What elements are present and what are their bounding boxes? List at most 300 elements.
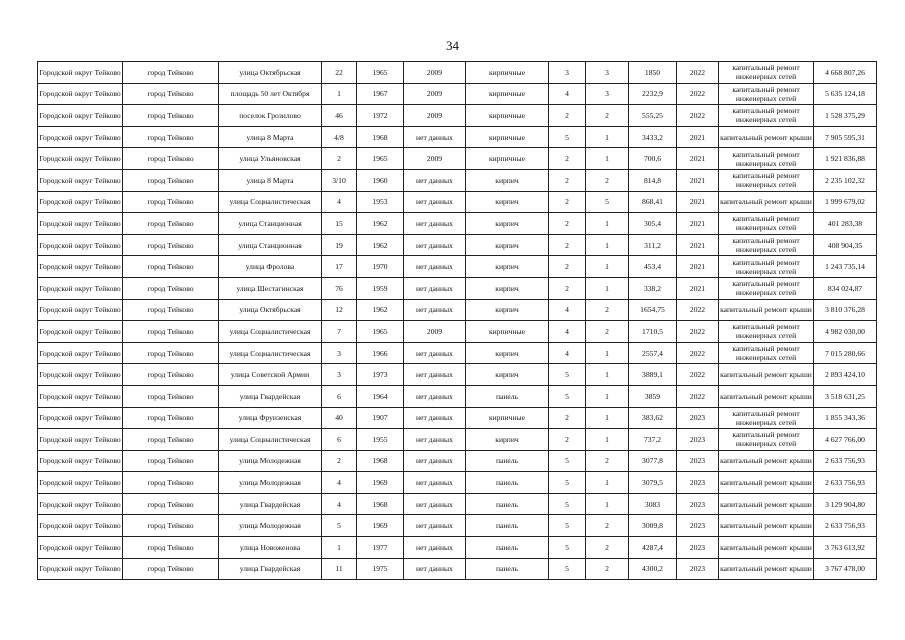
cell-privatization-year: нет данных [404,429,466,451]
cell-privatization-year: нет данных [404,558,466,580]
cell-wall-material: панель [466,385,549,407]
cell-privatization-year: нет данных [404,191,466,213]
cell-municipality: Городской округ Тейково [38,148,123,170]
cell-wall-material: панель [466,537,549,559]
cell-cost: 1 855 343,36 [814,407,877,429]
cell-area: 3433,2 [629,126,677,148]
cell-repair-type: капитальный ремонт инженерных сетей [719,277,814,299]
cell-floors: 2 [549,256,586,278]
table-row [38,191,877,213]
cell-house-number: 3 [322,342,357,364]
cell-floors: 2 [549,407,586,429]
cell-cost: 3 767 478,00 [814,558,877,580]
cell-house-number: 2 [322,148,357,170]
cell-wall-material: кирпич [466,342,549,364]
cell-entrances: 2 [586,169,629,191]
cell-repair-year: 2022 [677,342,719,364]
cell-cost: 3 129 904,80 [814,493,877,515]
cell-cost: 2 633 756,93 [814,450,877,472]
cell-wall-material: кирпич [466,277,549,299]
cell-floors: 5 [549,364,586,386]
cell-floors: 5 [549,558,586,580]
cell-build-year: 1969 [357,515,404,537]
cell-street: улица 8 Марта [219,126,322,148]
cell-settlement: город Тейково [123,148,219,170]
cell-cost: 1 528 375,29 [814,105,877,127]
cell-privatization-year: 2009 [404,83,466,105]
cell-wall-material: панель [466,472,549,494]
cell-house-number: 3 [322,364,357,386]
cell-cost: 5 635 124,18 [814,83,877,105]
cell-privatization-year: 2009 [404,105,466,127]
cell-area: 3889,1 [629,364,677,386]
cell-area: 338,2 [629,277,677,299]
cell-cost: 4 627 766,00 [814,429,877,451]
cell-floors: 5 [549,472,586,494]
table-row [38,169,877,191]
table-row [38,364,877,386]
cell-build-year: 1962 [357,234,404,256]
cell-house-number: 2 [322,450,357,472]
cell-house-number: 19 [322,234,357,256]
cell-house-number: 4/8 [322,126,357,148]
cell-repair-year: 2021 [677,256,719,278]
cell-cost: 401 283,38 [814,213,877,235]
table-row [38,342,877,364]
cell-repair-type: капитальный ремонт инженерных сетей [719,105,814,127]
cell-house-number: 22 [322,62,357,84]
cell-repair-type: капитальный ремонт крыши [719,126,814,148]
table-row [38,277,877,299]
cell-repair-year: 2022 [677,364,719,386]
cell-area: 2557,4 [629,342,677,364]
cell-cost: 2 235 102,32 [814,169,877,191]
cell-build-year: 1968 [357,493,404,515]
cell-street: улица Социалистическая [219,429,322,451]
cell-settlement: город Тейково [123,429,219,451]
cell-repair-year: 2023 [677,407,719,429]
cell-entrances: 3 [586,83,629,105]
cell-privatization-year: нет данных [404,472,466,494]
cell-house-number: 17 [322,256,357,278]
cell-entrances: 2 [586,299,629,321]
cell-repair-type: капитальный ремонт инженерных сетей [719,256,814,278]
cell-house-number: 1 [322,537,357,559]
cell-cost: 4 982 030,00 [814,321,877,343]
cell-repair-type: капитальный ремонт инженерных сетей [719,321,814,343]
cell-repair-year: 2021 [677,148,719,170]
cell-build-year: 1962 [357,213,404,235]
cell-repair-type: капитальный ремонт крыши [719,450,814,472]
cell-repair-type: капитальный ремонт крыши [719,364,814,386]
cell-house-number: 46 [322,105,357,127]
cell-build-year: 1977 [357,537,404,559]
cell-municipality: Городской округ Тейково [38,62,123,84]
cell-floors: 2 [549,234,586,256]
cell-settlement: город Тейково [123,493,219,515]
cell-street: улица Социалистическая [219,321,322,343]
cell-cost: 1 243 735,14 [814,256,877,278]
cell-wall-material: панель [466,515,549,537]
cell-house-number: 6 [322,385,357,407]
cell-repair-year: 2023 [677,537,719,559]
cell-street: улица Ульяновская [219,148,322,170]
cell-repair-year: 2022 [677,62,719,84]
cell-municipality: Городской округ Тейково [38,83,123,105]
cell-repair-type: капитальный ремонт инженерных сетей [719,62,814,84]
cell-settlement: город Тейково [123,385,219,407]
cell-cost: 1 999 679,02 [814,191,877,213]
cell-repair-type: капитальный ремонт инженерных сетей [719,234,814,256]
cell-municipality: Городской округ Тейково [38,105,123,127]
cell-house-number: 76 [322,277,357,299]
cell-privatization-year: нет данных [404,364,466,386]
cell-repair-year: 2021 [677,213,719,235]
cell-build-year: 1966 [357,342,404,364]
cell-settlement: город Тейково [123,472,219,494]
cell-cost: 3 518 631,25 [814,385,877,407]
cell-repair-type: капитальный ремонт крыши [719,385,814,407]
cell-house-number: 5 [322,515,357,537]
cell-street: улица Молодежная [219,450,322,472]
cell-area: 1710,5 [629,321,677,343]
cell-build-year: 1959 [357,277,404,299]
cell-repair-type: капитальный ремонт инженерных сетей [719,83,814,105]
cell-street: площадь 50 лет Октября [219,83,322,105]
cell-cost: 3 763 613,92 [814,537,877,559]
cell-entrances: 1 [586,126,629,148]
cell-municipality: Городской округ Тейково [38,321,123,343]
cell-municipality: Городской округ Тейково [38,169,123,191]
cell-entrances: 2 [586,537,629,559]
cell-floors: 2 [549,429,586,451]
cell-privatization-year: 2009 [404,321,466,343]
cell-entrances: 1 [586,407,629,429]
cell-repair-year: 2021 [677,191,719,213]
cell-settlement: город Тейково [123,191,219,213]
cell-entrances: 1 [586,429,629,451]
cell-area: 305,4 [629,213,677,235]
cell-entrances: 1 [586,213,629,235]
cell-privatization-year: нет данных [404,299,466,321]
table-row [38,126,877,148]
cell-area: 311,2 [629,234,677,256]
cell-street: улица Фрунзенская [219,407,322,429]
cell-area: 868,41 [629,191,677,213]
cell-street: улица Шестагинская [219,277,322,299]
cell-wall-material: кирпичные [466,148,549,170]
cell-floors: 4 [549,83,586,105]
cell-cost: 2 633 756,93 [814,515,877,537]
cell-settlement: город Тейково [123,537,219,559]
cell-entrances: 1 [586,234,629,256]
cell-cost: 2 893 424,10 [814,364,877,386]
cell-entrances: 1 [586,493,629,515]
cell-street: улица Станционная [219,234,322,256]
cell-municipality: Городской округ Тейково [38,299,123,321]
cell-entrances: 2 [586,321,629,343]
cell-floors: 5 [549,450,586,472]
cell-build-year: 1967 [357,83,404,105]
cell-privatization-year: нет данных [404,450,466,472]
cell-repair-year: 2021 [677,169,719,191]
cell-privatization-year: нет данных [404,515,466,537]
cell-municipality: Городской округ Тейково [38,277,123,299]
cell-settlement: город Тейково [123,342,219,364]
cell-floors: 2 [549,148,586,170]
cell-wall-material: кирпичные [466,83,549,105]
cell-cost: 3 810 376,28 [814,299,877,321]
table-row [38,429,877,451]
cell-area: 3009,8 [629,515,677,537]
cell-settlement: город Тейково [123,126,219,148]
cell-area: 3077,8 [629,450,677,472]
cell-area: 1850 [629,62,677,84]
cell-entrances: 1 [586,472,629,494]
cell-privatization-year: нет данных [404,407,466,429]
cell-municipality: Городской округ Тейково [38,256,123,278]
table-row [38,537,877,559]
cell-street: улица Советской Армии [219,364,322,386]
cell-repair-type: капитальный ремонт инженерных сетей [719,342,814,364]
cell-floors: 5 [549,515,586,537]
cell-repair-year: 2023 [677,472,719,494]
cell-area: 2232,9 [629,83,677,105]
housing-registry-table [37,61,877,580]
cell-settlement: город Тейково [123,234,219,256]
cell-street: улица Социалистическая [219,342,322,364]
cell-street: улица Гвардейская [219,558,322,580]
cell-cost: 408 904,35 [814,234,877,256]
cell-street: улица Гвардейская [219,385,322,407]
cell-privatization-year: нет данных [404,169,466,191]
cell-street: улица Гвардейская [219,493,322,515]
cell-build-year: 1955 [357,429,404,451]
cell-floors: 2 [549,213,586,235]
cell-privatization-year: 2009 [404,148,466,170]
cell-floors: 5 [549,126,586,148]
cell-street: улица Октябрьская [219,299,322,321]
cell-privatization-year: нет данных [404,277,466,299]
cell-municipality: Городской округ Тейково [38,364,123,386]
cell-municipality: Городской округ Тейково [38,407,123,429]
cell-repair-type: капитальный ремонт крыши [719,515,814,537]
cell-repair-year: 2023 [677,493,719,515]
cell-house-number: 7 [322,321,357,343]
cell-area: 453,4 [629,256,677,278]
cell-street: улица Молодежная [219,472,322,494]
cell-area: 737,2 [629,429,677,451]
cell-settlement: город Тейково [123,558,219,580]
cell-floors: 2 [549,277,586,299]
cell-area: 555,25 [629,105,677,127]
cell-build-year: 1953 [357,191,404,213]
cell-repair-year: 2022 [677,385,719,407]
cell-municipality: Городской округ Тейково [38,429,123,451]
table-row [38,62,877,84]
cell-repair-year: 2021 [677,277,719,299]
cell-build-year: 1907 [357,407,404,429]
cell-house-number: 15 [322,213,357,235]
cell-house-number: 11 [322,558,357,580]
cell-street: улица Новоженова [219,537,322,559]
cell-municipality: Городской округ Тейково [38,126,123,148]
cell-repair-year: 2023 [677,558,719,580]
cell-repair-type: капитальный ремонт крыши [719,493,814,515]
cell-settlement: город Тейково [123,364,219,386]
cell-municipality: Городской округ Тейково [38,450,123,472]
cell-house-number: 6 [322,429,357,451]
cell-settlement: город Тейково [123,83,219,105]
cell-privatization-year: нет данных [404,342,466,364]
cell-house-number: 4 [322,191,357,213]
cell-repair-type: капитальный ремонт инженерных сетей [719,148,814,170]
cell-entrances: 2 [586,558,629,580]
cell-street: улица Молодежная [219,515,322,537]
cell-cost: 4 668 807,26 [814,62,877,84]
cell-street: улица 8 Марта [219,169,322,191]
cell-settlement: город Тейково [123,299,219,321]
cell-privatization-year: нет данных [404,126,466,148]
cell-privatization-year: нет данных [404,385,466,407]
cell-entrances: 5 [586,191,629,213]
cell-repair-year: 2021 [677,234,719,256]
cell-build-year: 1975 [357,558,404,580]
cell-repair-type: капитальный ремонт инженерных сетей [719,407,814,429]
cell-area: 1654,75 [629,299,677,321]
cell-wall-material: кирпичные [466,321,549,343]
cell-area: 4300,2 [629,558,677,580]
cell-repair-type: капитальный ремонт инженерных сетей [719,429,814,451]
table-row [38,299,877,321]
cell-settlement: город Тейково [123,515,219,537]
cell-entrances: 1 [586,148,629,170]
table-row [38,515,877,537]
cell-repair-year: 2022 [677,105,719,127]
cell-repair-year: 2023 [677,429,719,451]
cell-privatization-year: нет данных [404,493,466,515]
cell-entrances: 1 [586,342,629,364]
cell-floors: 2 [549,191,586,213]
cell-build-year: 1973 [357,364,404,386]
cell-cost: 7 015 280,66 [814,342,877,364]
cell-street: улица Фролова [219,256,322,278]
cell-repair-year: 2023 [677,450,719,472]
table-row [38,213,877,235]
cell-wall-material: панель [466,493,549,515]
cell-house-number: 40 [322,407,357,429]
cell-wall-material: кирпич [466,256,549,278]
cell-repair-year: 2023 [677,515,719,537]
cell-municipality: Городской округ Тейково [38,493,123,515]
cell-privatization-year: нет данных [404,256,466,278]
cell-house-number: 4 [322,493,357,515]
cell-floors: 2 [549,105,586,127]
cell-area: 3859 [629,385,677,407]
cell-wall-material: кирпичные [466,407,549,429]
cell-settlement: город Тейково [123,321,219,343]
cell-build-year: 1965 [357,148,404,170]
cell-build-year: 1969 [357,472,404,494]
cell-municipality: Городской округ Тейково [38,385,123,407]
cell-wall-material: кирпич [466,299,549,321]
cell-entrances: 2 [586,105,629,127]
cell-settlement: город Тейково [123,62,219,84]
cell-build-year: 1968 [357,126,404,148]
cell-wall-material: кирпичные [466,126,549,148]
cell-wall-material: кирпич [466,429,549,451]
cell-area: 383,62 [629,407,677,429]
cell-cost: 834 024,87 [814,277,877,299]
cell-municipality: Городской округ Тейково [38,213,123,235]
cell-repair-year: 2021 [677,126,719,148]
cell-settlement: город Тейково [123,256,219,278]
cell-wall-material: кирпич [466,234,549,256]
cell-privatization-year: 2009 [404,62,466,84]
cell-area: 3083 [629,493,677,515]
cell-floors: 4 [549,342,586,364]
cell-settlement: город Тейково [123,169,219,191]
cell-wall-material: панель [466,558,549,580]
cell-street: улица Социалистическая [219,191,322,213]
table-row [38,256,877,278]
cell-municipality: Городской округ Тейково [38,342,123,364]
table-row [38,148,877,170]
cell-settlement: город Тейково [123,407,219,429]
table-row [38,234,877,256]
cell-entrances: 1 [586,277,629,299]
cell-privatization-year: нет данных [404,537,466,559]
cell-area: 814,8 [629,169,677,191]
cell-repair-year: 2022 [677,299,719,321]
cell-wall-material: кирпичные [466,62,549,84]
cell-build-year: 1962 [357,299,404,321]
cell-municipality: Городской округ Тейково [38,472,123,494]
cell-house-number: 3/10 [322,169,357,191]
table-row [38,83,877,105]
cell-cost: 2 633 756,93 [814,472,877,494]
table-row [38,472,877,494]
cell-entrances: 1 [586,385,629,407]
table-row [38,407,877,429]
table-row [38,450,877,472]
cell-house-number: 4 [322,472,357,494]
cell-repair-year: 2022 [677,321,719,343]
cell-wall-material: кирпич [466,191,549,213]
page-number: 34 [446,38,459,53]
cell-settlement: город Тейково [123,450,219,472]
cell-entrances: 3 [586,62,629,84]
cell-repair-type: капитальный ремонт крыши [719,472,814,494]
cell-floors: 4 [549,299,586,321]
cell-build-year: 1972 [357,105,404,127]
cell-entrances: 2 [586,515,629,537]
cell-settlement: город Тейково [123,277,219,299]
cell-municipality: Городской округ Тейково [38,537,123,559]
cell-repair-type: капитальный ремонт инженерных сетей [719,169,814,191]
table-row [38,558,877,580]
cell-street: улица Станционная [219,213,322,235]
cell-build-year: 1964 [357,385,404,407]
cell-wall-material: кирпич [466,169,549,191]
cell-build-year: 1960 [357,169,404,191]
cell-entrances: 1 [586,256,629,278]
cell-repair-type: капитальный ремонт крыши [719,537,814,559]
cell-repair-type: капитальный ремонт крыши [719,558,814,580]
cell-floors: 5 [549,493,586,515]
cell-entrances: 1 [586,364,629,386]
cell-build-year: 1965 [357,62,404,84]
